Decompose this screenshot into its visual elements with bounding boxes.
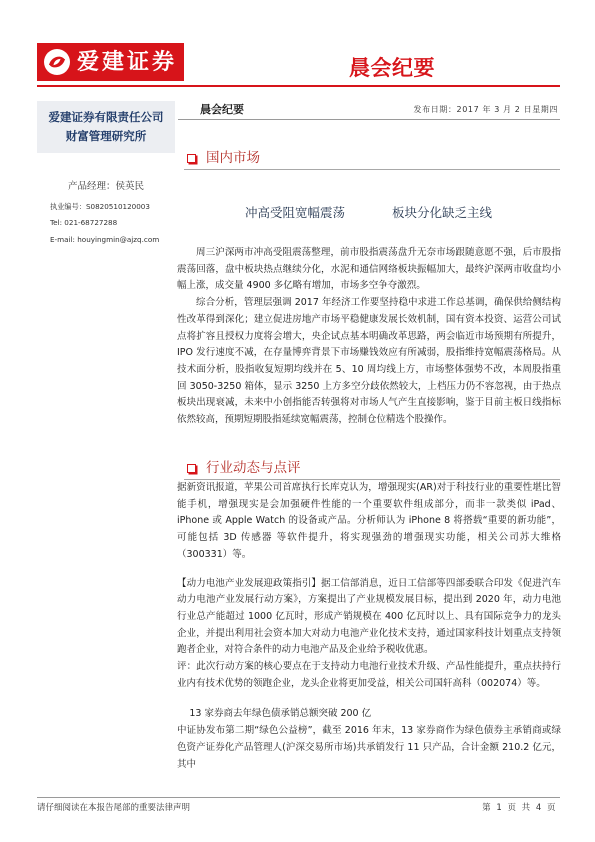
section-title: 行业动态与点评	[206, 460, 301, 476]
legal-disclaimer-note: 请仔细阅读在本报告尾部的重要法律声明	[37, 803, 191, 813]
contact-email: E-mail: houyingmin@ajzq.com	[50, 235, 160, 244]
market-analysis-paragraph: 综合分析，管理层强调 2017 年经济工作要坚持稳中求进工作总基调，确保供给侧结构性改革得到深化；建立促进房地产市场平稳健康发展长效机制，国有资本投资、运营公司试点将扩容且授权力度将会增大，央企试点基本明确改革思路，两会临近市场预期有所提升，IPO 发行速度不减，在存量博弈背景下市场赚钱效应有所减弱，股指维持宽幅震荡格局。从技术面分析，股指收复短期均线并在 5、10 周均线上方，市场整体强势不改，本周股指重回 3050-3250 箱体，显示 3250 上方多空分歧依然较大，上档压力仍不容忽视，由于热点板块出现衰减，未来中小创指能否转强将对市场人气产生直接影响，鉴于目前主板日线指标依然较高，预期短期股指延续宽幅震荡，控制仓位精选个股操作。	[177, 297, 561, 426]
publish-date: 发布日期：2017 年 3 月 2 日星期四	[413, 105, 558, 114]
header-divider	[37, 85, 560, 87]
headline-part-2: 板块分化缺乏主线	[392, 205, 493, 220]
page-number: 第 1 页 共 4 页	[482, 803, 557, 813]
battery-policy-paragraph: 【动力电池产业发展迎政策指引】据工信部消息，近日工信部等四部委联合印发《促进汽车动力电池产业发展行动方案》，方案提出了产业规模发展目标，提出到 2020 年，动力电池行业总产能超过 1000 亿瓦时，形成产销规模在 400 亿瓦时以上、具有国际竞争力的龙头企业，并提出利用社会资本加大对动力电池产业化技术支持，通过国家科技计划重点支持领跑者企业，对符合条件的动力电池产品及企业给予税收优惠。	[177, 577, 561, 656]
sidebar-company-block	[37, 101, 175, 153]
section-title: 国内市场	[206, 150, 260, 166]
green-bond-paragraph: 中证协发布第二期“绿色公益榜”，截至 2016 年末，13 家券商作为绿色债券主承销商或绿色资产证券化产品管理人(沪深交易所市场)共承销发行 11 只产品，合计金额 210.2 亿元，其中	[177, 725, 561, 770]
product-manager: 产品经理：侯英民	[67, 181, 144, 192]
license-number: 执业编号：S0820510120003	[50, 202, 150, 211]
section-header-domestic-market	[184, 148, 560, 168]
meta-divider	[178, 119, 560, 120]
battery-comment-paragraph: 评：此次行动方案的核心要点在于支持动力电池行业技术升级、产品性能提升，重点扶持行业内有技术优势的领跑企业，龙头企业将更加受益，相关公司国轩高科（002074）等。	[177, 661, 561, 689]
doc-label: 晨会纪要	[200, 103, 244, 116]
footer-divider	[37, 797, 560, 798]
section-body-industry-news	[177, 480, 561, 773]
square-bullet-icon	[187, 464, 196, 473]
headline-part-1: 冲高受阻宽幅震荡	[245, 205, 346, 220]
brand-logo	[37, 43, 184, 81]
market-summary-paragraph: 周三沪深两市冲高受阻震荡整理，前市股指震荡盘升无奈市场跟随意愿不强，后市股指震荡回落，盘中板块热点继续分化，水泥和通信网络板块振幅加大，最终沪深两市收盘均小幅上涨，成交量 4900 多亿略有增加，市场多空争夺激烈。	[177, 247, 561, 292]
section-body-domestic-market	[177, 245, 561, 429]
section-divider	[184, 169, 560, 170]
report-title: 晨会纪要	[349, 56, 435, 80]
contact-tel: Tel: 021-68727288	[50, 218, 118, 227]
square-bullet-icon	[187, 154, 196, 163]
section-header-industry-news	[184, 458, 560, 478]
company-name: 爱建证券有限责任公司	[48, 110, 164, 124]
logo-wordmark: 爱建证券	[77, 49, 178, 75]
apple-ar-news-paragraph: 据新资讯报道，苹果公司首席执行长库克认为，增强现实(AR)对于科技行业的重要性堪比智能手机，增强现实是会加强硬件性能的一个重要软件组成部分，而非一款类似 iPad、iPhone 或 Apple Watch 的设备或产品。分析师认为 iPhone 8 将搭载“重要的新功能”，可能包括 3D 传感器 等软件提升，将实现强劲的增强现实功能，相关公司苏大维格（300331）等。	[177, 482, 561, 560]
green-bond-headline: 13 家券商去年绿色债承销总额突破 200 亿	[189, 708, 372, 720]
department-name: 财富管理研究所	[65, 129, 147, 143]
logo-emblem-icon	[42, 47, 72, 77]
